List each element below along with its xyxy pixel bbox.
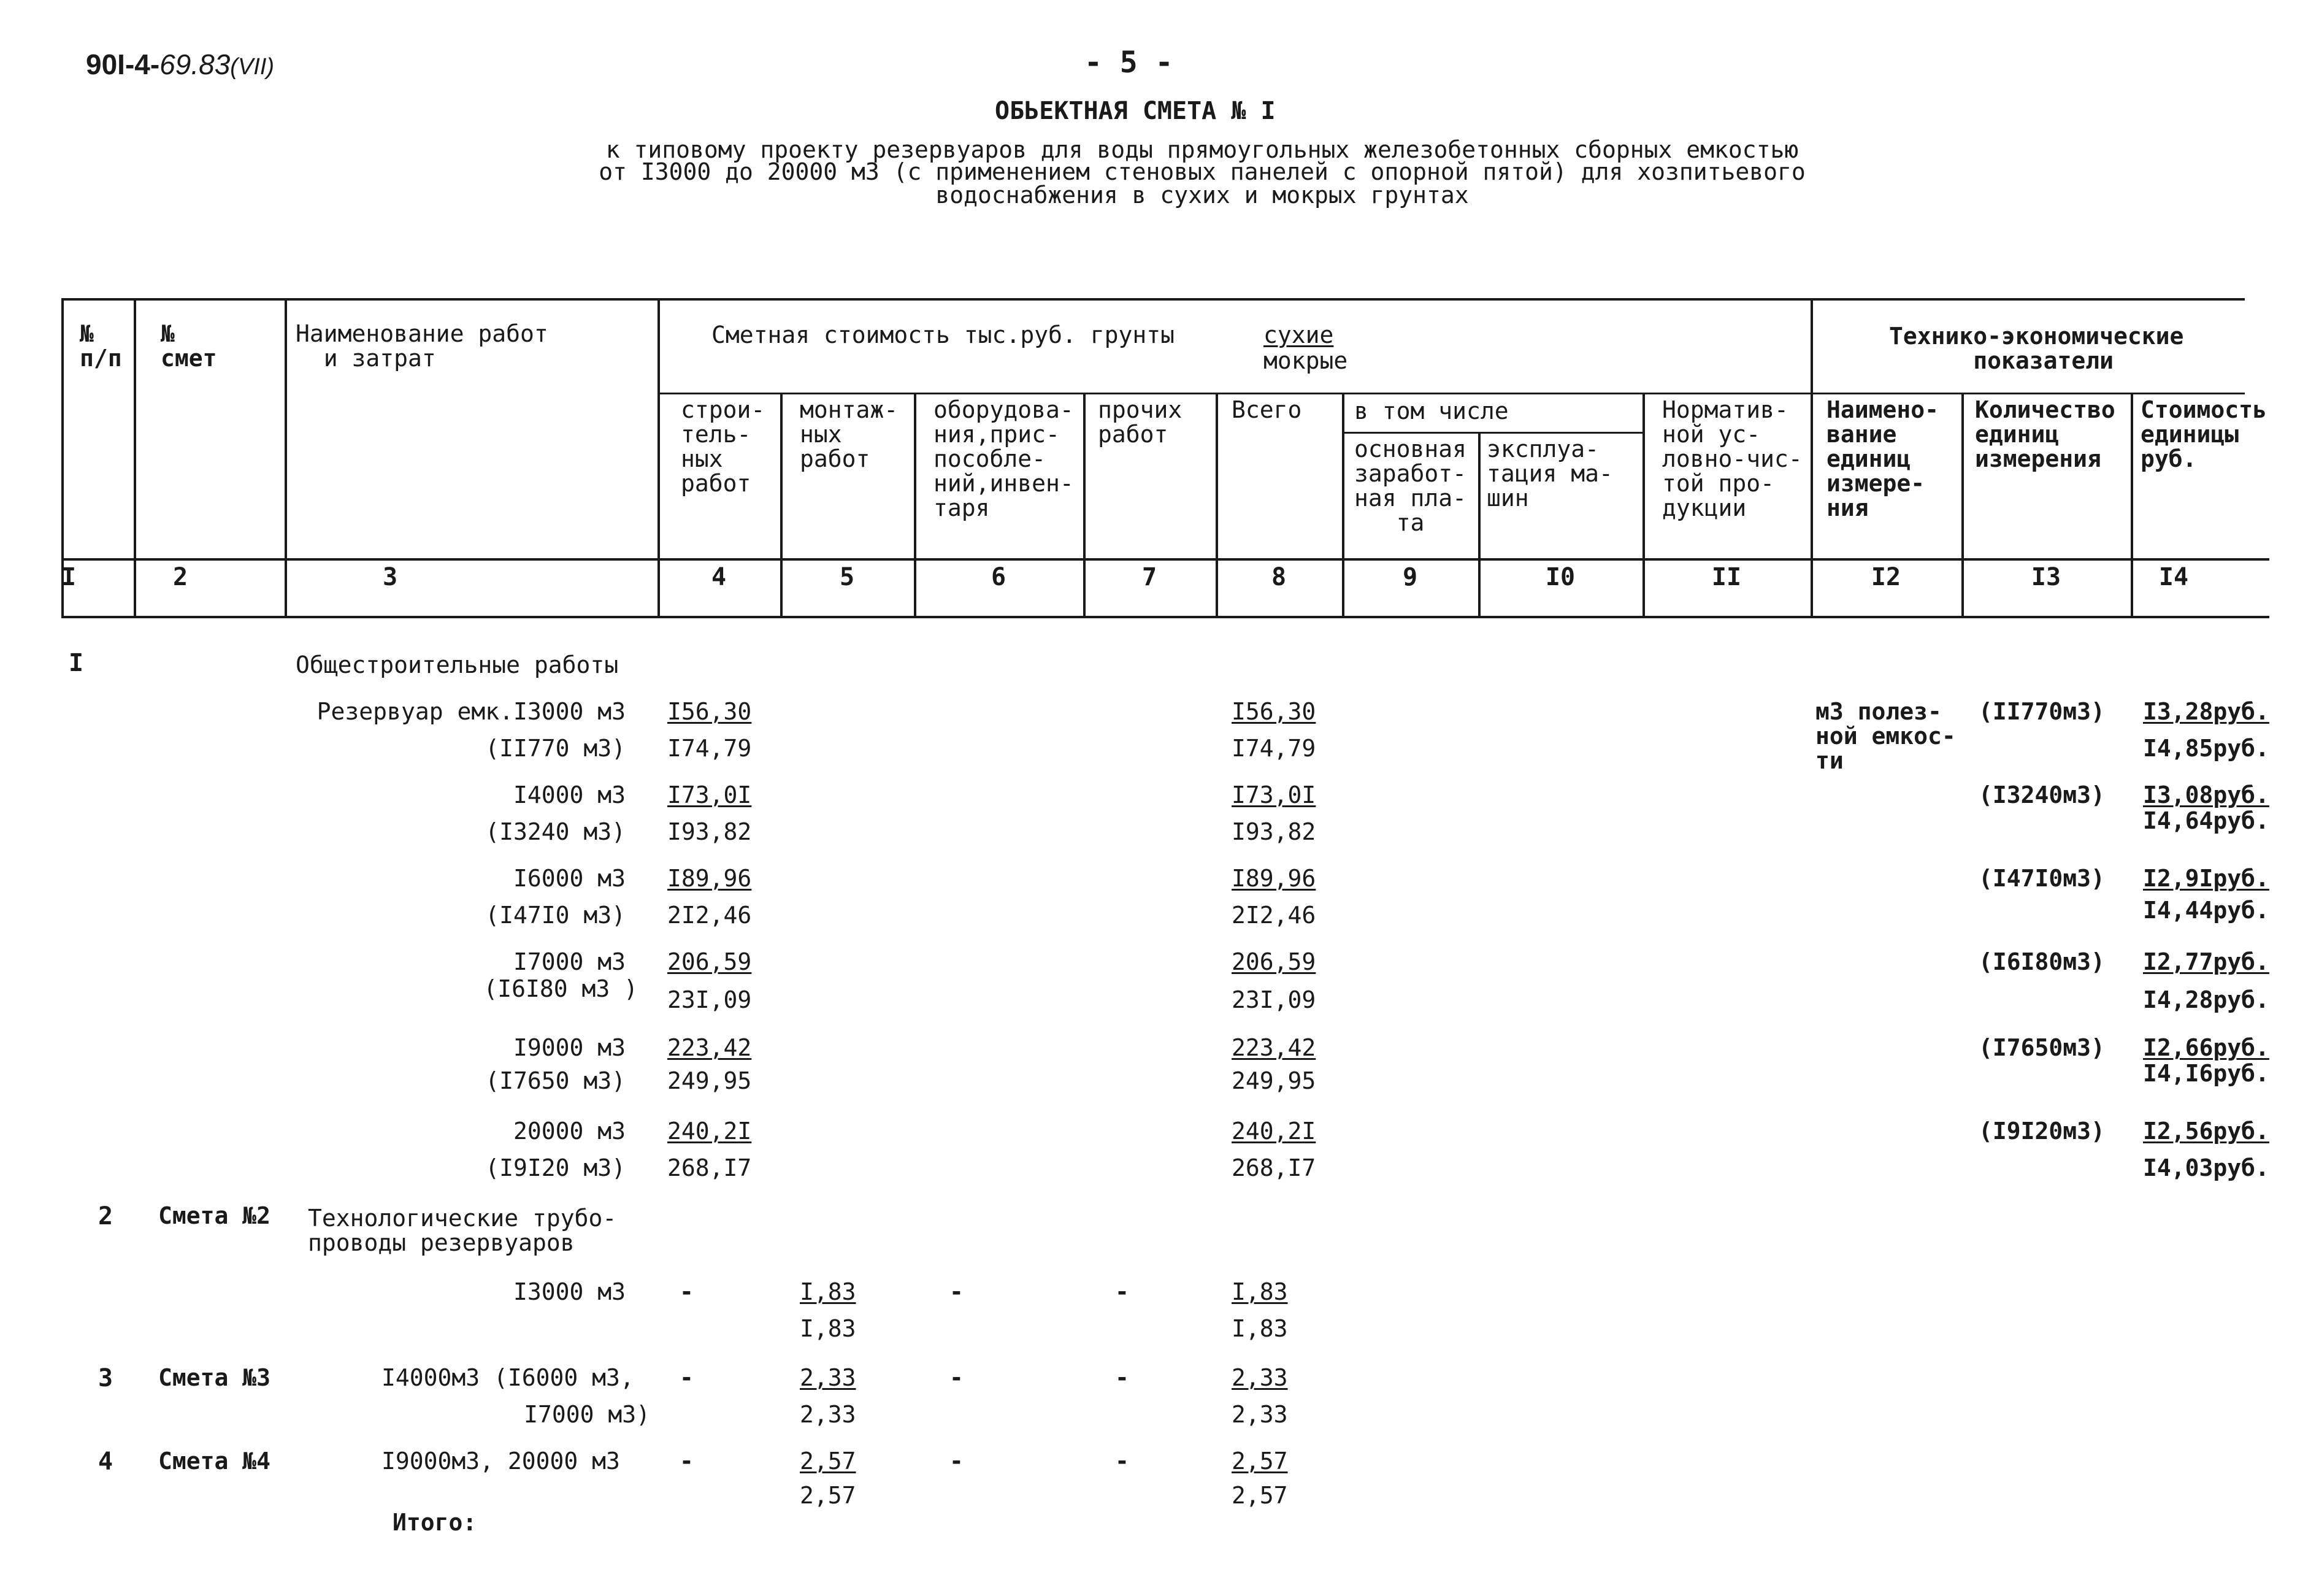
section4-name: I9000м3, 20000 м3: [381, 1448, 620, 1475]
header-col-6: оборудова- ния,прис- пособле- ний,инвен- таря: [933, 396, 1074, 521]
row-value-total: I89,96: [1232, 865, 1316, 892]
row-value-construction-wet: 23I,09: [667, 986, 752, 1013]
header-col-12: Наимено- вание единиц измере- ния: [1826, 396, 1939, 521]
row-name-1: 20000 м3: [513, 1118, 626, 1145]
row-name-1: I4000 м3: [513, 781, 626, 808]
row-value-construction: I56,30: [667, 698, 752, 725]
row-value-total-wet: 268,I7: [1232, 1154, 1316, 1181]
header-col-11: Норматив- ной ус- ловно-чис- той про- дукции: [1662, 396, 1803, 521]
doc-code-print: 90I-4-: [86, 48, 160, 80]
row-unit-price: I2,56руб.: [2143, 1118, 2269, 1145]
col-number: 5: [839, 563, 855, 591]
row-unit-qty: (I7650м3): [1979, 1034, 2105, 1061]
col-number: I2: [1871, 563, 1901, 591]
section2-value-install-wet: I,83: [800, 1315, 856, 1342]
section2-value-total-wet: I,83: [1232, 1315, 1288, 1342]
header-col-4: строи- тель- ных работ: [681, 396, 765, 497]
section1-unit-name: м3 полез- ной емкос- ти: [1815, 698, 1956, 774]
doc-code: [86, 48, 274, 81]
header-col-smeta: № смет: [161, 320, 217, 372]
header-col-8: Всего: [1232, 396, 1302, 423]
doc-subtitle-3: водоснабжения в сухих и мокрых грунтах: [935, 182, 1469, 209]
row-name-2: (II770 м3): [485, 735, 626, 762]
section4-value-total: 2,57: [1232, 1448, 1288, 1475]
row-name-2: (I6I80 м3 ): [483, 975, 638, 1002]
col-number: 3: [383, 563, 398, 591]
doc-code-suffix: (VII): [230, 54, 275, 80]
section2-value-install: I,83: [800, 1278, 856, 1305]
header-col-13: Количество единиц измерения: [1975, 396, 2115, 472]
col-number: 4: [711, 563, 727, 591]
section3-dash-other: -: [1115, 1364, 1129, 1391]
col-number: I4: [2158, 563, 2189, 591]
col-number: 6: [991, 563, 1006, 591]
section3-value-total: 2,33: [1232, 1364, 1288, 1391]
row-value-total-wet: I74,79: [1232, 735, 1316, 762]
row-value-total-wet: 249,95: [1232, 1067, 1316, 1094]
col-number: 2: [173, 563, 188, 591]
col-number: 9: [1402, 563, 1418, 591]
row-value-construction: I89,96: [667, 865, 752, 892]
row-unit-price: I3,28руб.: [2143, 698, 2269, 725]
header-col-num: № п/п: [80, 320, 122, 372]
row-value-total: 206,59: [1232, 948, 1316, 975]
header-group-tech: Технико-экономические показатели: [1889, 323, 2184, 374]
section4-smeta: Смета №4: [158, 1448, 271, 1475]
page-number: - 5 -: [1084, 45, 1173, 80]
row-value-construction-wet: 268,I7: [667, 1154, 752, 1181]
section4-number: 4: [98, 1448, 113, 1476]
row-unit-price-wet: I4,I6руб.: [2143, 1060, 2269, 1087]
row-value-construction-wet: 2I2,46: [667, 902, 752, 929]
row-value-construction-wet: I93,82: [667, 818, 752, 845]
section4-dash-equipment: -: [949, 1448, 964, 1475]
section4-value-install-wet: 2,57: [800, 1482, 856, 1509]
row-name-2: (I47I0 м3): [485, 902, 626, 929]
row-name-2: (I3240 м3): [485, 818, 626, 845]
header-group-cost: [711, 323, 1175, 347]
row-unit-price: I2,77руб.: [2143, 948, 2269, 975]
section1-number: I: [69, 649, 84, 677]
col-number: I3: [2031, 563, 2061, 591]
row-unit-qty: (I9I20м3): [1979, 1118, 2105, 1145]
doc-subtitle-2: от I3000 до 20000 м3 (с применением стеновых панелей с опорной пятой) для хозпитьевого: [599, 158, 1806, 185]
row-value-construction: 223,42: [667, 1034, 752, 1061]
row-unit-price-wet: I4,44руб.: [2143, 897, 2269, 924]
doc-title: ОБЬЕКТНАЯ СМЕТА № I: [995, 97, 1276, 125]
section3-name-1: I4000м3 (I6000 м3,: [381, 1364, 634, 1391]
row-unit-price-wet: I4,28руб.: [2143, 986, 2269, 1013]
header-col-9: основная заработ- ная пла- та: [1354, 435, 1467, 536]
row-unit-qty: (I6I80м3): [1979, 948, 2105, 975]
row-unit-price-wet: I4,03руб.: [2143, 1154, 2269, 1181]
section4-value-total-wet: 2,57: [1232, 1482, 1288, 1509]
section2-row-name: I3000 м3: [513, 1278, 626, 1305]
section3-number: 3: [98, 1364, 113, 1392]
row-value-construction: 206,59: [667, 948, 752, 975]
header-col-10: эксплуа- тация ма- шин: [1487, 435, 1613, 512]
row-unit-price: I2,9Iруб.: [2143, 865, 2269, 892]
row-value-total-wet: I93,82: [1232, 818, 1316, 845]
row-name-2: (I7650 м3): [485, 1067, 626, 1094]
row-value-construction: 240,2I: [667, 1118, 752, 1145]
section3-dash-equipment: -: [949, 1364, 964, 1391]
row-value-total: I73,0I: [1232, 781, 1316, 808]
row-unit-qty: (I3240м3): [1979, 781, 2105, 808]
row-value-construction: I73,0I: [667, 781, 752, 808]
section2-title: Технологические трубо- проводы резервуаров: [308, 1205, 617, 1256]
row-name-1: Резервуар емк.I3000 м3: [316, 698, 626, 725]
section2-value-total: I,83: [1232, 1278, 1288, 1305]
section4-dash-construction: -: [680, 1448, 694, 1475]
row-unit-price: I2,66руб.: [2143, 1034, 2269, 1061]
section2-dash-construction: -: [680, 1278, 694, 1305]
section3-dash-construction: -: [680, 1364, 694, 1391]
col-number: 7: [1141, 563, 1157, 591]
header-col-7: прочих работ: [1098, 396, 1182, 448]
section3-value-install: 2,33: [800, 1364, 856, 1391]
total-label: Итого:: [393, 1509, 477, 1536]
section2-smeta: Смета №2: [158, 1202, 271, 1229]
col-number: 8: [1271, 563, 1287, 591]
section3-value-install-wet: 2,33: [800, 1401, 856, 1428]
header-group-cost-wet: мокрые: [1263, 347, 1348, 374]
col-number: I: [61, 563, 77, 591]
section2-number: 2: [98, 1202, 113, 1230]
row-name-1: I7000 м3: [513, 948, 626, 975]
section4-dash-other: -: [1115, 1448, 1129, 1475]
header-group-cost-dry: сухие: [1263, 321, 1334, 348]
section2-dash-equipment: -: [949, 1278, 964, 1305]
header-group-cost-prefix: Сметная стоимость тыс.руб. грунты: [711, 321, 1175, 348]
row-value-total-wet: 23I,09: [1232, 986, 1316, 1013]
row-unit-price-wet: I4,85руб.: [2143, 735, 2269, 762]
row-value-total: I56,30: [1232, 698, 1316, 725]
header-col-14: Стоимость единицы руб.: [2141, 396, 2267, 472]
row-value-construction-wet: 249,95: [667, 1067, 752, 1094]
col-number: II: [1711, 563, 1742, 591]
row-unit-price: I3,08руб.: [2143, 781, 2269, 808]
row-unit-price-wet: I4,64руб.: [2143, 807, 2269, 834]
doc-code-handwritten: 69.83: [159, 48, 231, 80]
row-value-construction-wet: I74,79: [667, 735, 752, 762]
row-value-total: 223,42: [1232, 1034, 1316, 1061]
header-col-5: монтаж- ных работ: [800, 396, 899, 472]
col-number: I0: [1545, 563, 1576, 591]
header-in-that: в том числе: [1354, 397, 1509, 424]
row-name-1: I6000 м3: [513, 865, 626, 892]
row-value-total-wet: 2I2,46: [1232, 902, 1316, 929]
section4-value-install: 2,57: [800, 1448, 856, 1475]
row-unit-qty: (II770м3): [1979, 698, 2105, 725]
section1-title: Общестроительные работы: [296, 651, 619, 678]
section3-name-2: I7000 м3): [524, 1401, 650, 1428]
row-name-1: I9000 м3: [513, 1034, 626, 1061]
section3-smeta: Смета №3: [158, 1364, 271, 1391]
row-unit-qty: (I47I0м3): [1979, 865, 2105, 892]
section3-value-total-wet: 2,33: [1232, 1401, 1288, 1428]
row-name-2: (I9I20 м3): [485, 1154, 626, 1181]
header-col-name: Наименование работ и затрат: [296, 320, 548, 372]
row-value-total: 240,2I: [1232, 1118, 1316, 1145]
section2-dash-other: -: [1115, 1278, 1129, 1305]
doc-subtitle-1: к типовому проекту резервуаров для воды прямоугольных железобетонных сборных емкостью: [605, 136, 1799, 163]
